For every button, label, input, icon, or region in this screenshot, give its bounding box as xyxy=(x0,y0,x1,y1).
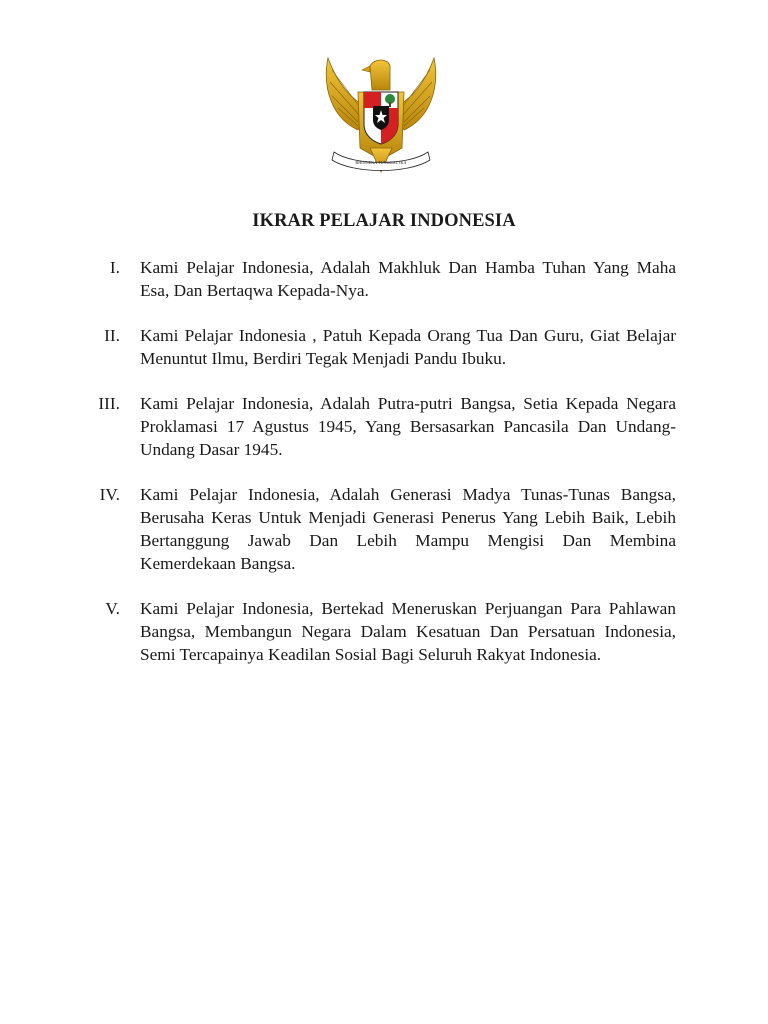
item-number: I. xyxy=(109,258,120,277)
pledge-list xyxy=(80,256,676,688)
item-number: II. xyxy=(104,326,120,345)
item-text: Kami Pelajar Indonesia, Bertekad Meneruskan Perjuangan Para Pahlawan Bangsa, Membangun Negara Dalam Kesatuan Dan Persatuan Indonesia, Semi Tercapainya Keadilan Sosial Bagi Seluruh Rakyat Indonesia. xyxy=(140,599,676,664)
garuda-pancasila-emblem-icon xyxy=(318,48,444,176)
item-text: Kami Pelajar Indonesia, Adalah Makhluk Dan Hamba Tuhan Yang Maha Esa, Dan Bertaqwa Kepada-Nya. xyxy=(140,258,676,300)
pledge-item-5 xyxy=(80,597,676,666)
item-text: Kami Pelajar Indonesia , Patuh Kepada Orang Tua Dan Guru, Giat Belajar Menuntut Ilmu, Berdiri Tegak Menjadi Pandu Ibuku. xyxy=(140,326,676,368)
item-number: V. xyxy=(105,599,120,618)
item-number: IV. xyxy=(99,485,120,504)
pledge-item-1 xyxy=(80,256,676,302)
item-text: Kami Pelajar Indonesia, Adalah Putra-putri Bangsa, Setia Kepada Negara Proklamasi 17 Agustus 1945, Yang Bersasarkan Pancasila Dan Undang-Undang Dasar 1945. xyxy=(140,394,676,459)
pledge-item-2 xyxy=(80,324,676,370)
pledge-item-4 xyxy=(80,483,676,575)
item-text: Kami Pelajar Indonesia, Adalah Generasi Madya Tunas-Tunas Bangsa, Berusaha Keras Untuk Menjadi Generasi Penerus Yang Lebih Baik, Lebih Bertanggung Jawab Dan Lebih Mampu Mengisi Dan Membina Kemerdekaan Bangsa. xyxy=(140,485,676,573)
item-number: III. xyxy=(98,394,120,413)
svg-text:BHINNEKA TUNGGAL IKA: BHINNEKA TUNGGAL IKA xyxy=(355,160,407,165)
document-title: IKRAR PELAJAR INDONESIA xyxy=(252,211,516,231)
pledge-item-3 xyxy=(80,392,676,461)
